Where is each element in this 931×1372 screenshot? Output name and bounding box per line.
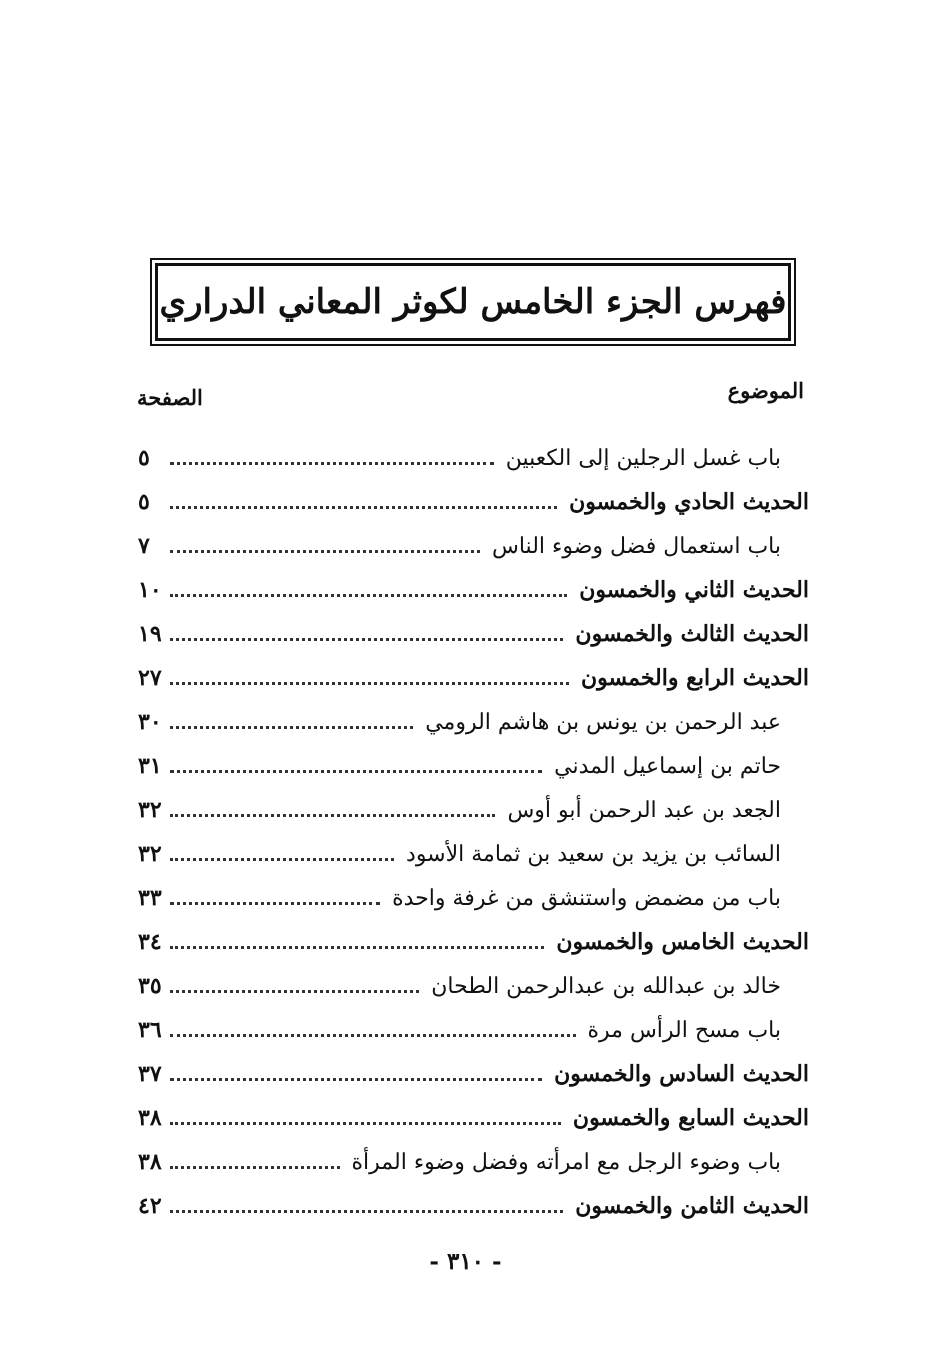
toc-entry-title: الجعد بن عبد الرحمن أبو أوس [495,798,781,823]
dot-leader [170,638,563,641]
toc-entry-title: الحديث الثاني والخمسون [567,577,809,603]
dot-leader [170,902,380,905]
toc-row [130,1140,809,1184]
dot-leader [170,726,413,729]
toc-entry-page: ٣٣ [138,885,162,911]
dot-leader [170,990,419,993]
toc-entry-title: باب غسل الرجلين إلى الكعبين [494,446,781,471]
toc-entry-title: الحديث السابع والخمسون [561,1105,809,1131]
toc-entry-page: ٣٢ [138,797,162,823]
toc-entry-page: ٣١ [138,753,162,779]
dot-leader [170,814,495,817]
toc-entry-page: ٣٧ [138,1061,162,1087]
index-title-box [155,263,791,341]
toc-entry-title: باب مسح الرأس مرة [576,1018,782,1043]
dot-leader [170,1122,561,1125]
toc-entry-page: ٣٦ [138,1017,162,1043]
toc-row [130,480,809,524]
toc-entry-page: ١٩ [138,621,162,647]
page-column-header: الصفحة [137,385,203,410]
toc-row [130,1008,809,1052]
toc-entry-title: باب وضوء الرجل مع امرأته وفضل وضوء المرأة [340,1150,781,1175]
toc-row [130,568,809,612]
toc-row [130,744,809,788]
toc-entry-title: الحديث الثالث والخمسون [563,621,809,647]
subject-column-header: الموضوع [727,378,804,403]
toc-row [130,920,809,964]
dot-leader [170,594,567,597]
dot-leader [170,682,569,685]
toc-entry-title: حاتم بن إسماعيل المدني [542,754,781,779]
toc-entry-page: ٣٢ [138,841,162,867]
toc-row [130,964,809,1008]
toc-entry-title: السائب بن يزيد بن سعيد بن ثمامة الأسود [394,842,781,867]
toc-row [130,788,809,832]
dot-leader [170,506,557,509]
toc-row [130,524,809,568]
dot-leader [170,1078,542,1081]
toc-entry-page: ٤٢ [138,1193,162,1219]
toc-entry-title: باب من مضمض واستنشق من غرفة واحدة [380,886,781,911]
toc-row [130,876,809,920]
dot-leader [170,1210,563,1213]
dot-leader [170,946,544,949]
toc-entry-page: ٣٤ [138,929,162,955]
toc-entry-page: ٣٠ [138,709,162,735]
table-of-contents [130,436,809,1228]
toc-entry-title: خالد بن عبدالله بن عبدالرحمن الطحان [419,974,781,999]
toc-entry-title: الحديث الحادي والخمسون [557,489,809,515]
toc-entry-page: ٣٨ [138,1149,162,1175]
toc-entry-page: ٢٧ [138,665,162,691]
dot-leader [170,858,394,861]
toc-entry-title: باب استعمال فضل وضوء الناس [480,534,781,559]
toc-row [130,1096,809,1140]
toc-entry-page: ١٠ [138,577,162,603]
page-number: - ٣١٠ - [429,1248,502,1275]
toc-entry-title: عبد الرحمن بن يونس بن هاشم الرومي [413,710,781,735]
toc-entry-page: ٧ [138,533,150,559]
index-title: فهرس الجزء الخامس لكوثر المعاني الدراري [159,282,787,322]
toc-entry-page: ٥ [138,445,150,471]
toc-entry-title: الحديث الخامس والخمسون [544,929,809,955]
dot-leader [170,1034,576,1037]
toc-entry-page: ٣٥ [138,973,162,999]
toc-row [130,1052,809,1096]
toc-row [130,436,809,480]
toc-entry-title: الحديث الرابع والخمسون [569,665,809,691]
toc-row [130,700,809,744]
toc-row [130,1184,809,1228]
toc-row [130,656,809,700]
dot-leader [170,770,542,773]
dot-leader [170,462,494,465]
toc-entry-page: ٣٨ [138,1105,162,1131]
toc-entry-title: الحديث السادس والخمسون [542,1061,809,1087]
toc-row [130,612,809,656]
toc-entry-title: الحديث الثامن والخمسون [563,1193,809,1219]
dot-leader [170,550,480,553]
toc-row [130,832,809,876]
dot-leader [170,1166,340,1169]
toc-entry-page: ٥ [138,489,150,515]
